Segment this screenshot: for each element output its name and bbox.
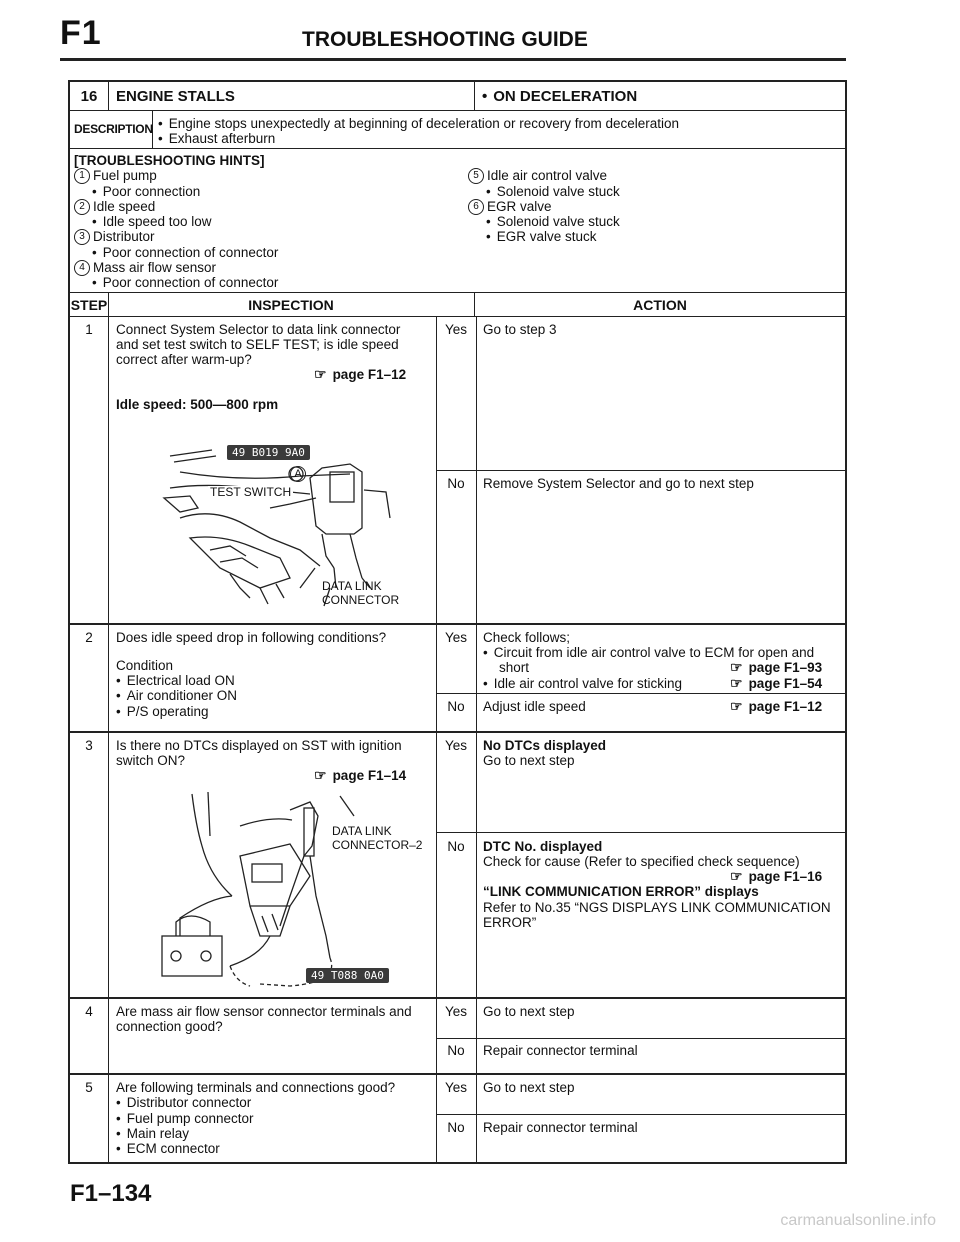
description-label: DESCRIPTION xyxy=(74,122,153,136)
dlc-label: CONNECTOR xyxy=(322,593,400,607)
action-text: Repair connector terminal xyxy=(483,1120,638,1135)
action-text: ERROR” xyxy=(483,915,537,930)
page-title: TROUBLESHOOTING GUIDE xyxy=(302,28,588,51)
yes-label: Yes xyxy=(444,322,468,337)
col-inspection: INSPECTION xyxy=(248,297,334,313)
terminal-item: • Fuel pump connector xyxy=(116,1111,254,1126)
step-number: 2 xyxy=(85,630,93,645)
section-code: F1 xyxy=(60,14,102,52)
hint-cause: • Poor connection of connector xyxy=(92,275,278,290)
hint-cause: • Solenoid valve stuck xyxy=(486,214,620,229)
step5-question: Are following terminals and connections good? xyxy=(116,1080,396,1095)
action-text: Adjust idle speed xyxy=(483,699,586,714)
action-item: • Idle air control valve for sticking xyxy=(483,676,682,691)
step-number: 4 xyxy=(85,1004,93,1019)
action-item-cont: short xyxy=(499,660,530,675)
hint-maf-sensor: 4 Mass air flow sensor xyxy=(74,260,216,276)
hint-idle-speed: 2 Idle speed xyxy=(74,199,155,215)
step-number: 1 xyxy=(85,322,93,337)
condition-item: • Air conditioner ON xyxy=(116,688,237,703)
step3-line: Is there no DTCs displayed on SST with ignition xyxy=(116,738,402,753)
action-title: DTC No. displayed xyxy=(483,839,603,854)
step1-line: Connect System Selector to data link connector xyxy=(116,322,401,337)
header-rule xyxy=(60,58,846,61)
description-item: • Exhaust afterburn xyxy=(158,131,275,146)
symptom-condition: • ON DECELERATION xyxy=(482,88,637,105)
hint-cause: • Idle speed too low xyxy=(92,214,212,229)
no-label: No xyxy=(447,839,465,854)
page-reference[interactable]: ☞ page F1–54 xyxy=(730,676,822,691)
action-text: Refer to No.35 “NGS DISPLAYS LINK COMMUNICATION xyxy=(483,900,831,915)
yes-label: Yes xyxy=(444,630,468,645)
col-step: STEP xyxy=(70,297,108,313)
action-text: Repair connector terminal xyxy=(483,1043,638,1058)
page-reference[interactable]: ☞ page F1–93 xyxy=(730,660,822,675)
callout-a: A xyxy=(290,466,306,482)
no-label: No xyxy=(447,699,465,714)
hint-distributor: 3 Distributor xyxy=(74,229,155,245)
description-item: • Engine stops unexpectedly at beginning of deceleration or recovery from deceleration xyxy=(158,116,679,131)
step4-line: Are mass air flow sensor connector terminals and xyxy=(116,1004,412,1019)
idle-speed-spec: Idle speed: 500—800 rpm xyxy=(116,397,279,412)
action-title: No DTCs displayed xyxy=(483,738,607,753)
page-reference[interactable]: ☞ page F1–16 xyxy=(730,869,822,884)
page-reference[interactable]: ☞ page F1–14 xyxy=(314,768,406,783)
step-number: 5 xyxy=(85,1080,93,1095)
action-text: Remove System Selector and go to next step xyxy=(483,476,754,491)
step1-line: and set test switch to SELF TEST; is idle speed xyxy=(116,337,399,352)
dlc2-label: DATA LINK xyxy=(332,824,392,838)
step2-question: Does idle speed drop in following conditions? xyxy=(116,630,387,645)
yes-label: Yes xyxy=(444,1004,468,1019)
symptom-name: ENGINE STALLS xyxy=(116,88,235,105)
hint-iac-valve: 5 Idle air control valve xyxy=(468,168,607,184)
terminal-item: • Distributor connector xyxy=(116,1095,251,1110)
condition-title: Condition xyxy=(116,658,174,673)
hint-cause: • Poor connection xyxy=(92,184,200,199)
hint-fuel-pump: 1 Fuel pump xyxy=(74,168,157,184)
hint-cause: • EGR valve stuck xyxy=(486,229,597,244)
action-text: Go to step 3 xyxy=(483,322,557,337)
test-switch-label: TEST SWITCH xyxy=(210,485,292,499)
tool-number-tag: 49 B019 9A0 xyxy=(227,445,310,460)
action-text: Go to next step xyxy=(483,753,575,768)
condition-item: • Electrical load ON xyxy=(116,673,235,688)
no-label: No xyxy=(447,476,465,491)
col-action: ACTION xyxy=(633,297,687,313)
action-title: “LINK COMMUNICATION ERROR” displays xyxy=(483,884,759,899)
dlc-label: DATA LINK xyxy=(322,579,382,593)
step4-line: connection good? xyxy=(116,1019,223,1034)
hint-cause: • Solenoid valve stuck xyxy=(486,184,620,199)
step3-line: switch ON? xyxy=(116,753,186,768)
ngs-connection-illustration xyxy=(140,786,410,992)
hint-cause: • Poor connection of connector xyxy=(92,245,278,260)
page-reference[interactable]: ☞ page F1–12 xyxy=(314,367,406,382)
yes-label: Yes xyxy=(444,1080,468,1095)
hints-title: [TROUBLESHOOTING HINTS] xyxy=(74,153,265,168)
symptom-number: 16 xyxy=(80,88,98,105)
action-item: • Circuit from idle air control valve to ECM for open and xyxy=(483,645,814,660)
step-number: 3 xyxy=(85,738,93,753)
no-label: No xyxy=(447,1120,465,1135)
terminal-item: • Main relay xyxy=(116,1126,189,1141)
action-text: Go to next step xyxy=(483,1080,575,1095)
action-text: Check follows; xyxy=(483,630,571,645)
page-number: F1–134 xyxy=(70,1180,152,1207)
ngs-tester-drawing xyxy=(140,786,410,992)
no-label: No xyxy=(447,1043,465,1058)
dlc2-label: CONNECTOR–2 xyxy=(332,838,423,852)
action-text: Go to next step xyxy=(483,1004,575,1019)
hint-egr-valve: 6 EGR valve xyxy=(468,199,552,215)
terminal-item: • ECM connector xyxy=(116,1141,220,1156)
watermark: carmanualsonline.info xyxy=(780,1212,936,1229)
step1-line: correct after warm-up? xyxy=(116,352,252,367)
yes-label: Yes xyxy=(444,738,468,753)
action-text: Check for cause (Refer to specified check sequence) xyxy=(483,854,800,869)
condition-item: • P/S operating xyxy=(116,704,209,719)
tool-number-tag: 49 T088 0A0 xyxy=(306,968,389,983)
page-reference[interactable]: ☞ page F1–12 xyxy=(730,699,822,714)
